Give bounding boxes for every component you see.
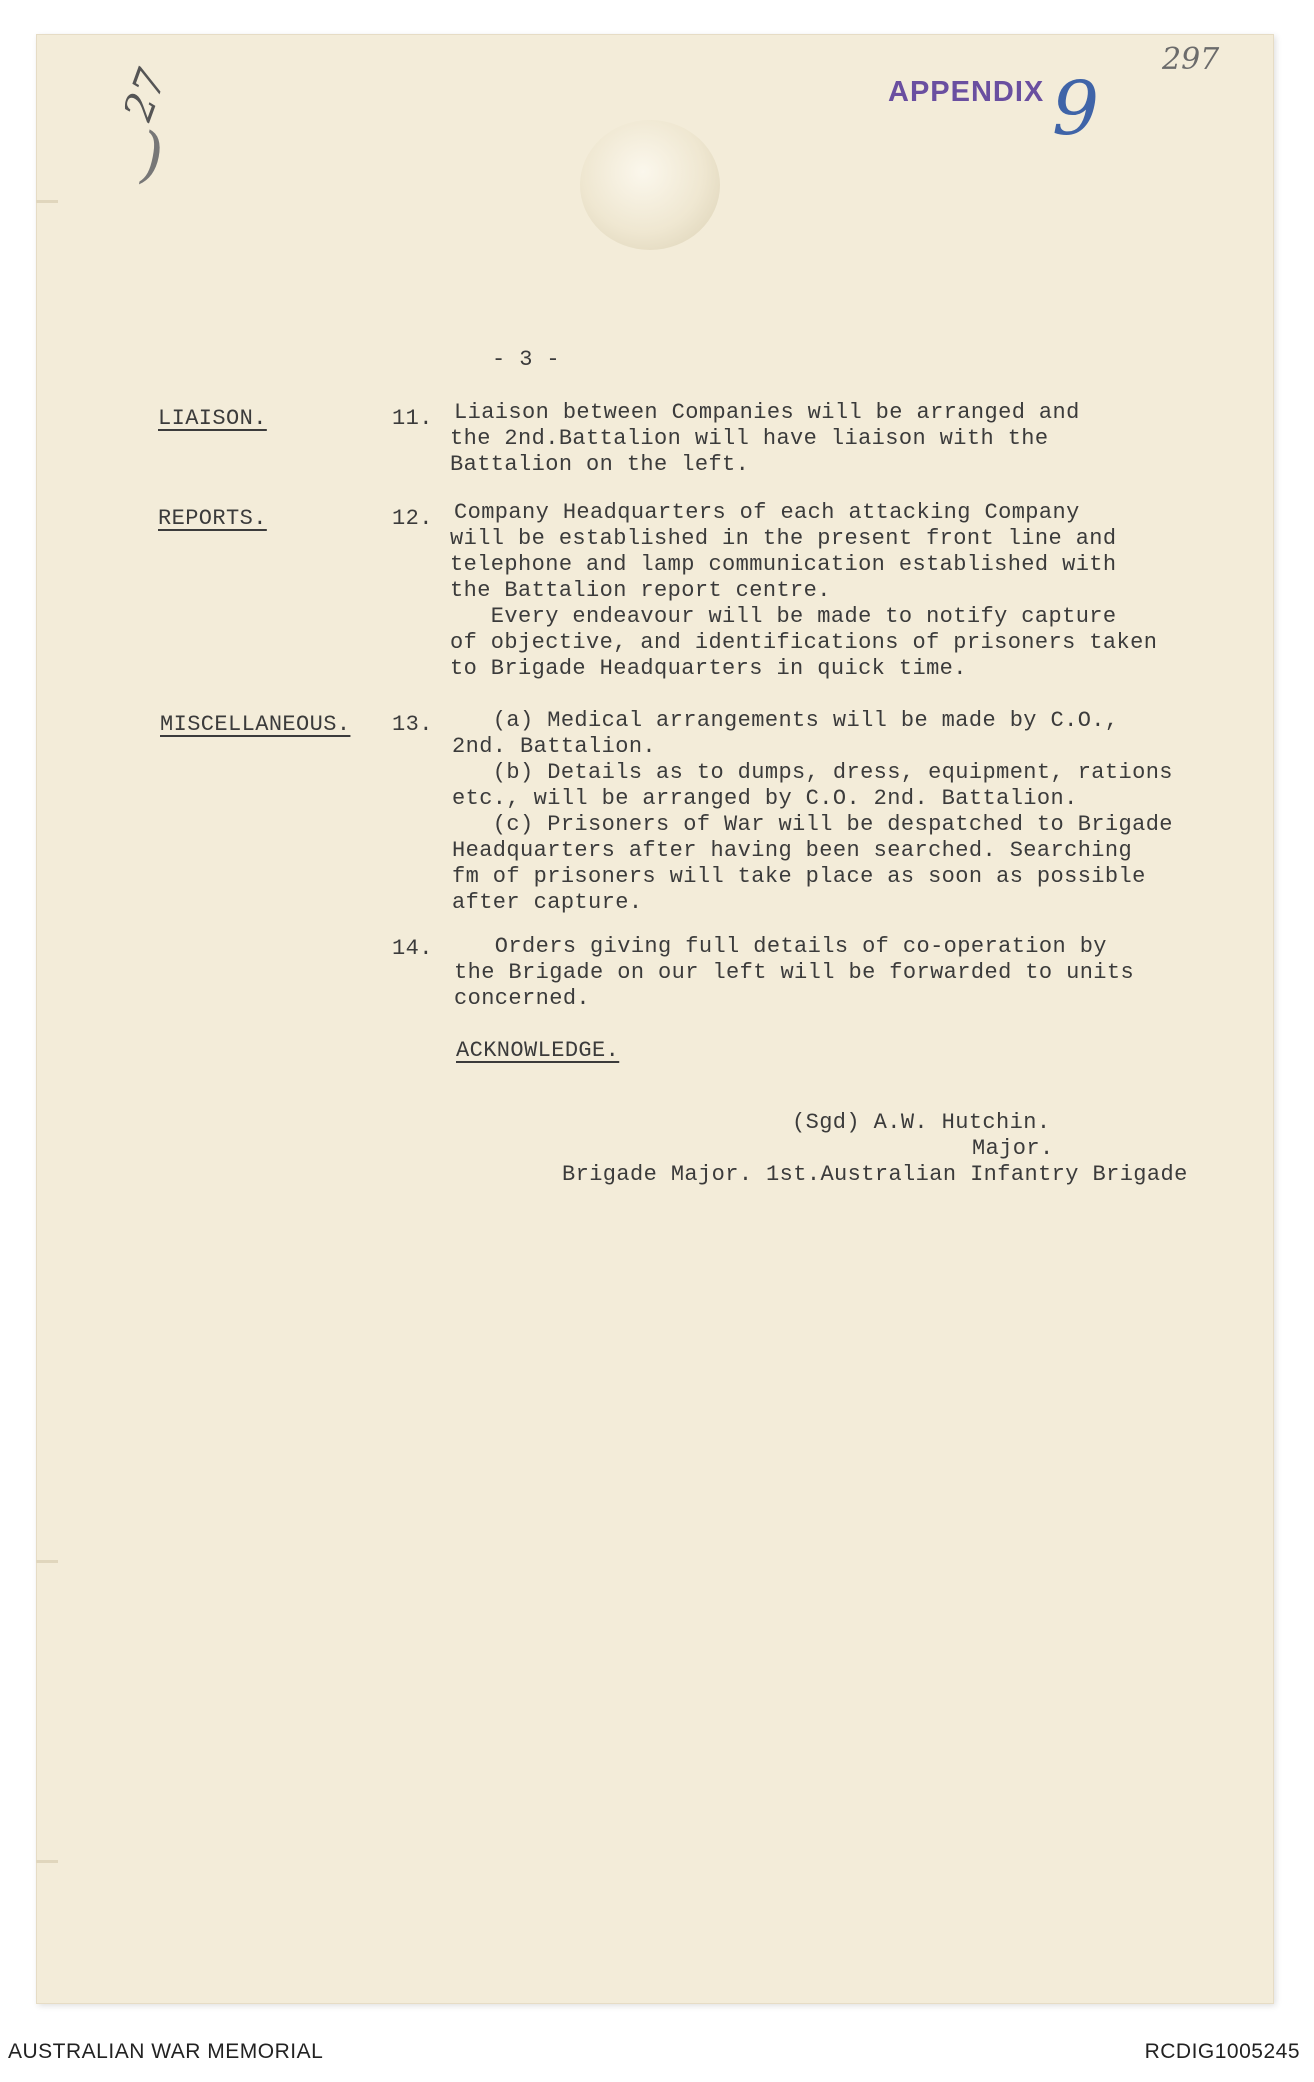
section-number: 12. (392, 506, 433, 531)
section-text-line: fm of prisoners will take place as soon as possible (452, 864, 1146, 889)
margin-bracket-mark: ) (140, 120, 164, 190)
section-text-line: telephone and lamp communication established with (450, 552, 1117, 577)
section-text-line: (c) Prisoners of War will be despatched to Brigade (452, 812, 1173, 837)
paper-edge-mark (36, 1560, 58, 1563)
footer-institution: AUSTRALIAN WAR MEMORIAL (8, 2040, 324, 2063)
section-text-line: the Brigade on our left will be forwarded to units (454, 960, 1135, 985)
section-text-line: the Battalion report centre. (450, 578, 831, 603)
section-text-line: Battalion on the left. (450, 452, 750, 477)
section-text-line: of objective, and identifications of prisoners taken (450, 630, 1158, 655)
section-heading-liaison: LIAISON. (158, 406, 267, 431)
section-text-line: Headquarters after having been searched. Searching (452, 838, 1133, 863)
section-text-line: etc., will be arranged by C.O. 2nd. Battalion. (452, 786, 1078, 811)
section-text-line: Company Headquarters of each attacking Company (454, 500, 1080, 525)
acknowledge-heading: ACKNOWLEDGE. (456, 1038, 620, 1063)
section-number: 11. (392, 406, 433, 431)
section-text-line: will be established in the present front line and (450, 526, 1117, 551)
section-text-line: Liaison between Companies will be arranged and (454, 400, 1080, 425)
page-folio-number: 297 (1162, 42, 1220, 77)
section-text-line: Every endeavour will be made to notify capture (450, 604, 1117, 629)
paper-edge-mark (36, 1860, 58, 1863)
section-number: 13. (392, 712, 433, 737)
section-text-line: (b) Details as to dumps, dress, equipment, rations (452, 760, 1173, 785)
section-text-line: 2nd. Battalion. (452, 734, 657, 759)
section-text-line: the 2nd.Battalion will have liaison with the (450, 426, 1049, 451)
signature-rank: Major. (972, 1136, 1054, 1161)
signature-name: (Sgd) A.W. Hutchin. (792, 1110, 1051, 1135)
section-heading-miscellaneous: MISCELLANEOUS. (160, 712, 351, 737)
page-number: - 3 - (492, 347, 561, 372)
section-text-line: (a) Medical arrangements will be made by C.O., (452, 708, 1119, 733)
section-number: 14. (392, 936, 433, 961)
section-text-line: to Brigade Headquarters in quick time. (450, 656, 967, 681)
signature-title: Brigade Major. 1st.Australian Infantry Brigade (562, 1162, 1188, 1187)
paper-edge-mark (36, 200, 58, 203)
document-page (36, 34, 1274, 2004)
appendix-number: 9 (1052, 66, 1100, 152)
section-text-line: Orders giving full details of co-operation by (454, 934, 1107, 959)
section-text-line: concerned. (454, 986, 591, 1011)
embossed-seal (580, 120, 720, 250)
margin-handwritten-mark: 27 (115, 63, 176, 127)
appendix-stamp: APPENDIX (888, 76, 1045, 108)
section-heading-reports: REPORTS. (158, 506, 267, 531)
footer-record-id: RCDIG1005245 (1144, 2040, 1300, 2063)
section-text-line: after capture. (452, 890, 643, 915)
